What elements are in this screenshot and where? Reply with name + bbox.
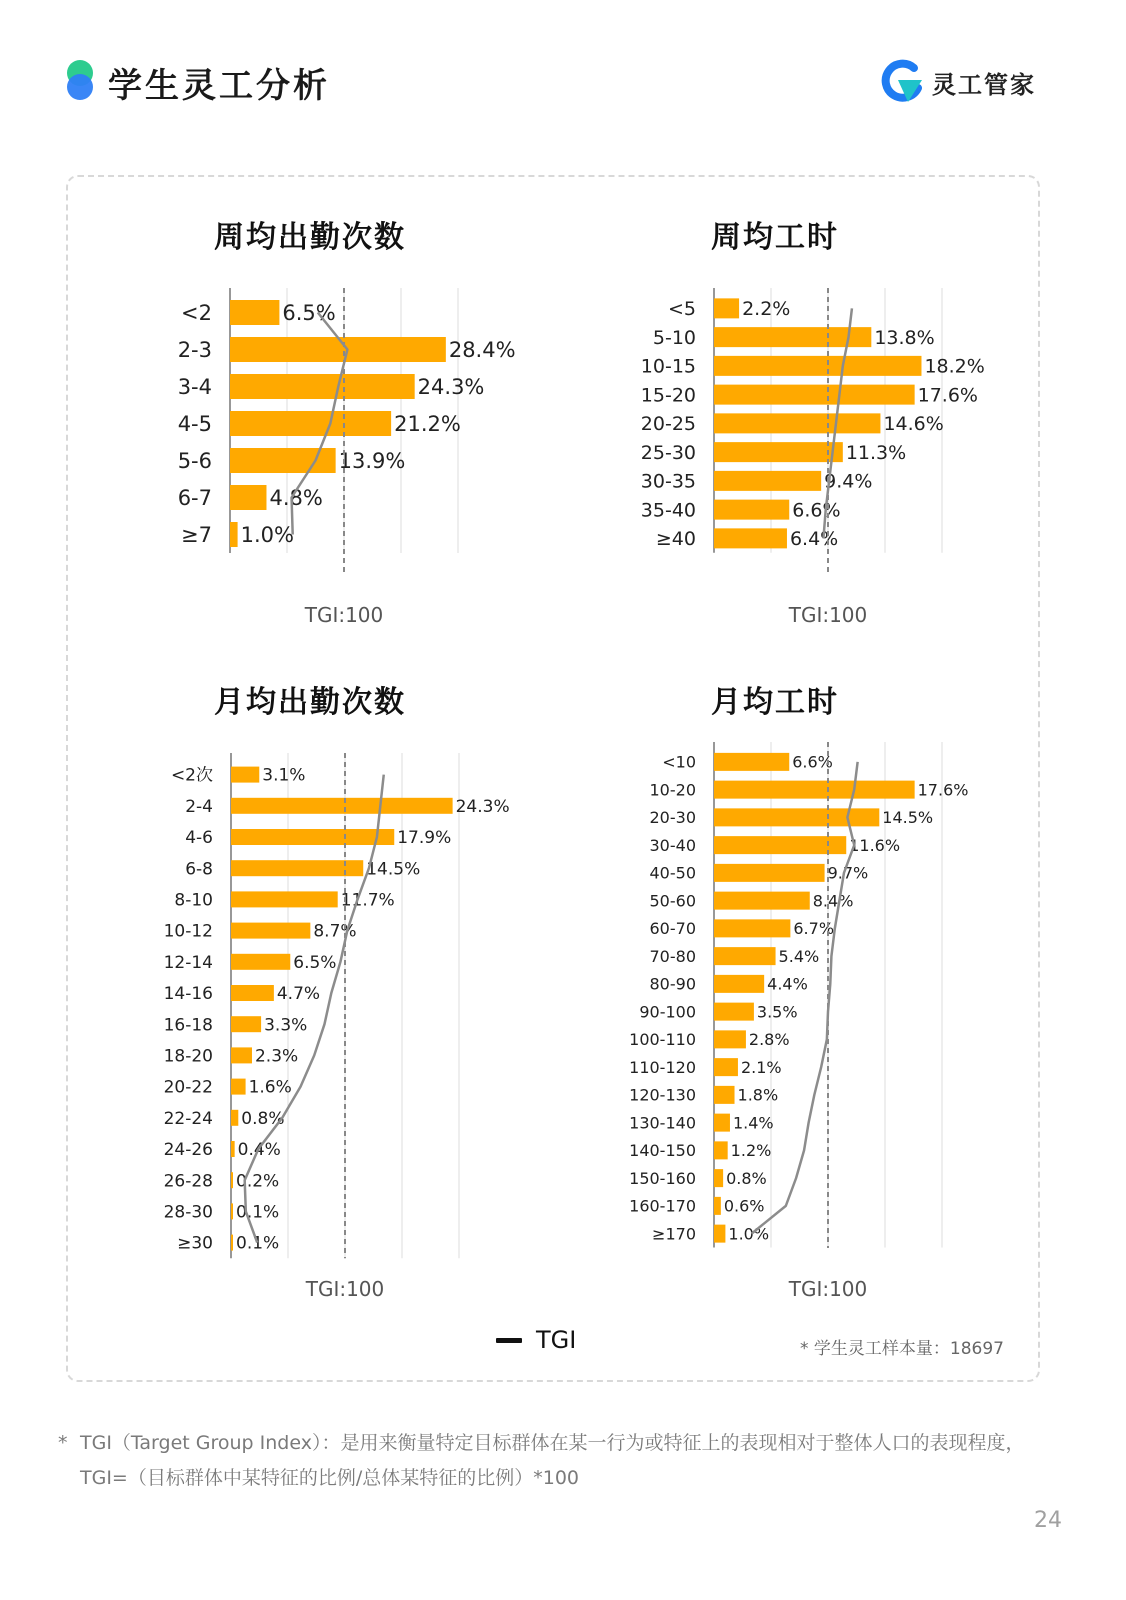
value-label: 9.7% xyxy=(827,863,869,883)
chart-monthly-attendance xyxy=(150,750,570,1310)
sample-size-note: * 学生灵工样本量：18697 xyxy=(800,1339,1004,1359)
category-label: 80-90 xyxy=(649,974,696,994)
value-label: 28.4% xyxy=(448,338,516,363)
value-label: 3.1% xyxy=(262,765,306,786)
legend-tgi-label: TGI xyxy=(536,1326,577,1354)
category-label: ≥7 xyxy=(181,523,212,548)
bar xyxy=(231,860,363,876)
bar xyxy=(231,767,259,783)
category-label: 30-35 xyxy=(640,470,696,493)
category-label: 26-28 xyxy=(163,1171,213,1192)
tgi-line xyxy=(752,762,858,1234)
category-label: 16-18 xyxy=(163,1015,213,1036)
category-label: 10-15 xyxy=(640,355,696,378)
value-label: 5.4% xyxy=(778,946,820,966)
category-label: 10-20 xyxy=(649,780,696,800)
category-label: 120-130 xyxy=(629,1085,696,1105)
category-label: 5-10 xyxy=(652,326,696,349)
bar xyxy=(714,500,789,520)
bar xyxy=(714,1003,754,1021)
bar xyxy=(230,300,279,325)
bar xyxy=(714,864,825,882)
bar xyxy=(231,1110,238,1126)
tgi-reference-label: TGI:100 xyxy=(305,1277,385,1301)
value-label: 8.4% xyxy=(812,891,854,911)
chart-title-weekly-hours: 周均工时 xyxy=(711,220,839,255)
category-label: 130-140 xyxy=(629,1113,696,1133)
bar xyxy=(714,298,739,318)
bar xyxy=(714,1225,725,1243)
bar xyxy=(714,1058,738,1076)
value-label: 6.7% xyxy=(793,919,835,939)
chart-weekly-hours xyxy=(630,284,1050,644)
footnote-star: * xyxy=(58,1432,68,1454)
value-label: 14.5% xyxy=(366,859,421,880)
category-label: 25-30 xyxy=(640,441,696,464)
category-label: 4-5 xyxy=(177,412,212,437)
bar xyxy=(714,471,821,491)
category-label: 8-10 xyxy=(174,890,213,911)
bar xyxy=(231,1141,235,1157)
value-label: 0.6% xyxy=(723,1196,765,1216)
category-label: 12-14 xyxy=(163,952,213,973)
category-label: 50-60 xyxy=(649,891,696,911)
value-label: 2.8% xyxy=(748,1030,790,1050)
bar xyxy=(714,975,764,993)
category-label: 2-3 xyxy=(177,338,212,363)
bar xyxy=(714,528,787,548)
bar xyxy=(230,374,415,399)
bar xyxy=(231,829,394,845)
footnote-text: TGI（Target Group Index）：是用来衡量特定目标群体在某一行为或特征上的表现相对于整体人口的表现程度，TGI=（目标群体中某特征的比例/总体某特征的比例）*100 xyxy=(80,1432,1025,1489)
chart-title-monthly-attendance: 月均出勤次数 xyxy=(214,685,406,720)
value-label: 13.9% xyxy=(338,449,406,474)
value-label: 14.5% xyxy=(882,808,934,828)
title-bullet-icon xyxy=(64,58,98,102)
footnote xyxy=(58,1426,1058,1496)
brand xyxy=(878,58,1036,106)
bar xyxy=(714,947,776,965)
category-label: 90-100 xyxy=(639,1002,696,1022)
category-label: 10-12 xyxy=(163,921,213,942)
tgi-reference-label: TGI:100 xyxy=(304,603,384,627)
category-label: 28-30 xyxy=(163,1202,213,1223)
category-label: 4-6 xyxy=(185,828,213,849)
value-label: 0.8% xyxy=(241,1108,285,1129)
page-number: 24 xyxy=(1034,1508,1062,1533)
category-label: 6-7 xyxy=(177,486,212,511)
bar xyxy=(714,413,880,433)
bar xyxy=(231,954,290,970)
bar xyxy=(231,1047,252,1063)
chart-monthly-hours xyxy=(630,740,1050,1310)
value-label: 11.6% xyxy=(849,835,901,855)
category-label: 110-120 xyxy=(629,1057,696,1077)
category-label: 24-26 xyxy=(163,1140,213,1161)
value-label: 13.8% xyxy=(874,326,935,349)
value-label: 0.2% xyxy=(236,1171,280,1192)
value-label: 6.5% xyxy=(282,301,336,326)
value-label: 1.6% xyxy=(248,1077,292,1098)
value-label: 2.1% xyxy=(740,1057,782,1077)
value-label: 17.6% xyxy=(917,780,969,800)
legend-tgi-swatch xyxy=(496,1338,522,1343)
category-label: <5 xyxy=(667,298,696,321)
category-label: 140-150 xyxy=(629,1141,696,1161)
bar xyxy=(714,1086,735,1104)
category-label: 20-30 xyxy=(649,808,696,828)
value-label: 0.4% xyxy=(237,1140,281,1161)
value-label: 0.8% xyxy=(726,1168,767,1188)
value-label: 4.7% xyxy=(276,984,321,1005)
value-label: 2.3% xyxy=(254,1046,299,1067)
bar xyxy=(714,836,846,854)
category-label: <2次 xyxy=(170,765,213,786)
category-label: 15-20 xyxy=(640,384,696,407)
category-label: 30-40 xyxy=(649,835,696,855)
category-label: ≥170 xyxy=(652,1224,696,1244)
category-label: 3-4 xyxy=(177,375,212,400)
bar xyxy=(230,411,391,436)
bar xyxy=(714,1197,721,1215)
value-label: 3.3% xyxy=(264,1015,308,1036)
brand-logo-icon xyxy=(878,58,928,106)
bar xyxy=(714,781,915,799)
bar xyxy=(714,892,810,910)
value-label: 24.3% xyxy=(455,796,510,817)
bar xyxy=(230,337,446,362)
value-label: 4.4% xyxy=(767,974,808,994)
category-label: 150-160 xyxy=(629,1168,696,1188)
brand-name: 灵工管家 xyxy=(932,70,1036,99)
category-label: ≥30 xyxy=(177,1233,213,1254)
bar xyxy=(231,923,310,939)
bar xyxy=(231,1079,246,1095)
bar xyxy=(714,919,790,937)
bar xyxy=(231,1235,233,1251)
category-label: 35-40 xyxy=(640,499,696,522)
chart-title-weekly-attendance: 周均出勤次数 xyxy=(214,220,406,255)
category-label: <10 xyxy=(662,752,696,772)
category-label: ≥40 xyxy=(655,528,696,551)
value-label: 1.0% xyxy=(240,523,294,548)
bar xyxy=(231,985,274,1001)
category-label: 20-25 xyxy=(640,413,696,436)
chart-weekly-attendance xyxy=(150,284,570,644)
category-label: 70-80 xyxy=(649,946,696,966)
value-label: 11.3% xyxy=(845,441,907,464)
category-label: 60-70 xyxy=(649,919,696,939)
value-label: 11.7% xyxy=(340,890,395,911)
category-label: 40-50 xyxy=(649,863,696,883)
value-label: 14.6% xyxy=(883,413,944,436)
value-label: 24.3% xyxy=(417,375,485,400)
value-label: 21.2% xyxy=(394,412,461,437)
category-label: 100-110 xyxy=(629,1030,696,1050)
bar xyxy=(714,1030,746,1048)
category-label: 20-22 xyxy=(163,1077,213,1098)
value-label: 17.9% xyxy=(397,828,452,849)
value-label: 3.5% xyxy=(756,1002,798,1022)
bar xyxy=(714,1141,728,1159)
tgi-reference-label: TGI:100 xyxy=(788,603,868,627)
bar xyxy=(230,485,266,510)
category-label: 18-20 xyxy=(163,1046,213,1067)
bar xyxy=(231,798,453,814)
value-label: 1.4% xyxy=(732,1113,774,1133)
value-label: 6.6% xyxy=(792,499,841,522)
value-label: 0.1% xyxy=(236,1233,280,1254)
value-label: 4.8% xyxy=(269,486,323,511)
bar xyxy=(231,891,338,907)
category-label: 2-4 xyxy=(185,796,213,817)
value-label: 6.5% xyxy=(293,952,337,973)
category-label: 22-24 xyxy=(163,1108,213,1129)
chart-title-monthly-hours: 月均工时 xyxy=(711,685,839,720)
bar xyxy=(714,753,789,771)
bar xyxy=(714,1169,723,1187)
category-label: 160-170 xyxy=(629,1196,696,1216)
bar xyxy=(714,442,843,462)
bar xyxy=(714,385,915,405)
value-label: 1.8% xyxy=(737,1085,779,1105)
page-title: 学生灵工分析 xyxy=(108,66,330,106)
bar xyxy=(714,808,879,826)
value-label: 1.2% xyxy=(730,1141,772,1161)
category-label: <2 xyxy=(181,301,212,326)
value-label: 17.6% xyxy=(917,384,978,407)
category-label: 5-6 xyxy=(177,449,212,474)
bar xyxy=(230,522,238,547)
bar xyxy=(714,356,921,376)
bar xyxy=(231,1016,261,1032)
value-label: 6.4% xyxy=(789,528,839,551)
value-label: 1.0% xyxy=(728,1224,770,1244)
bar xyxy=(231,1172,233,1188)
bar xyxy=(714,1114,730,1132)
legend xyxy=(496,1326,576,1354)
tgi-reference-label: TGI:100 xyxy=(788,1277,868,1301)
value-label: 2.2% xyxy=(742,298,791,321)
value-label: 8.7% xyxy=(313,921,357,942)
bar xyxy=(231,1203,233,1219)
value-label: 9.4% xyxy=(824,470,873,493)
value-label: 6.6% xyxy=(792,752,833,772)
category-label: 6-8 xyxy=(185,859,213,880)
value-label: 18.2% xyxy=(924,355,985,378)
value-label: 0.1% xyxy=(236,1202,280,1223)
category-label: 14-16 xyxy=(163,984,213,1005)
